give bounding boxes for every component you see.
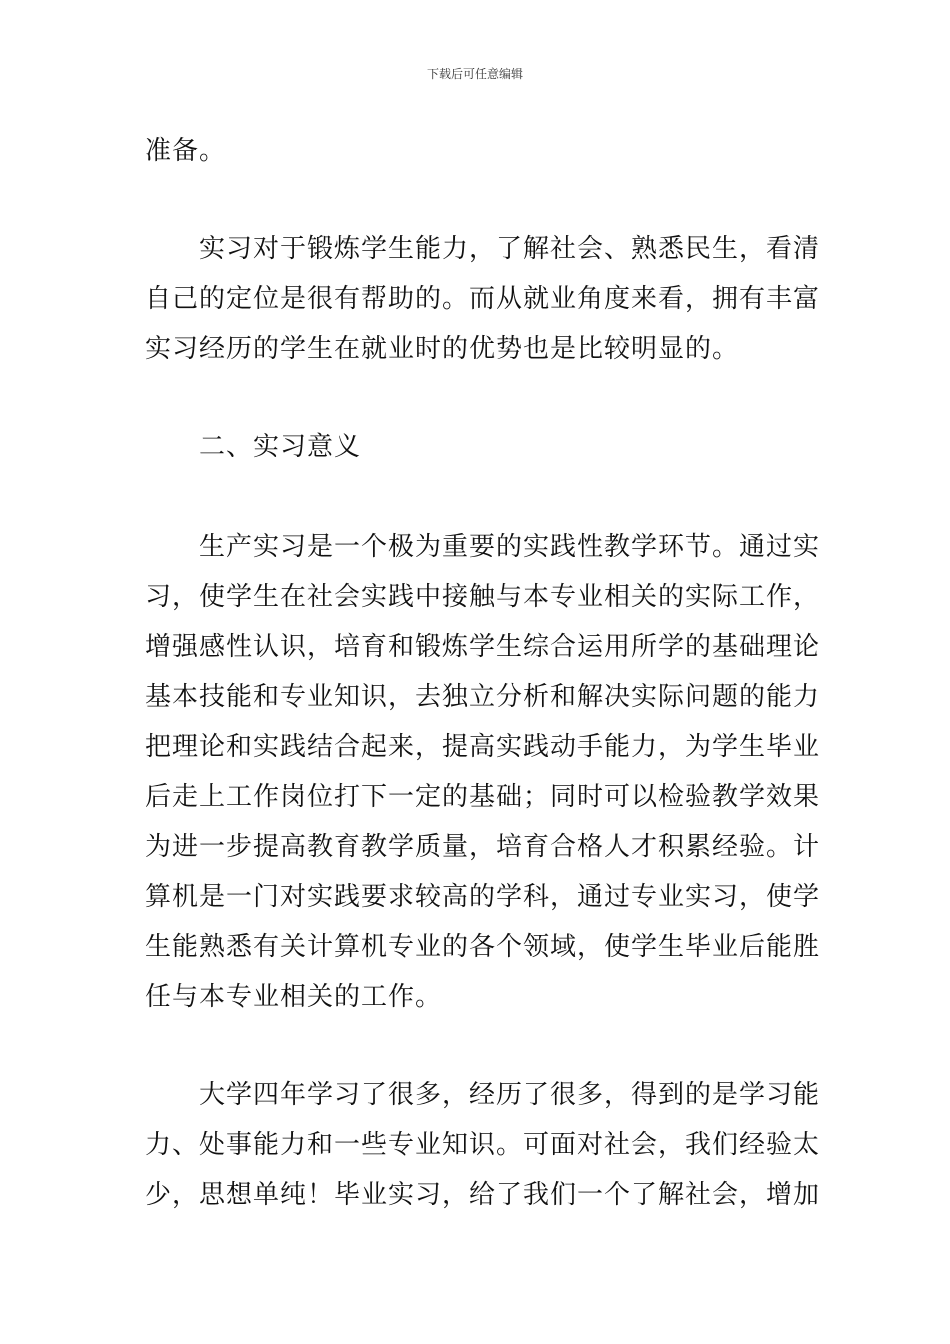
text-line: 增强感性认识，培育和锻炼学生综合运用所学的基础理论 — [145, 632, 821, 662]
text-line: 后走上工作岗位打下一定的基础；同时可以检验教学效果 — [145, 782, 821, 812]
text-line: 任与本专业相关的工作。 — [145, 982, 443, 1012]
text-line: 把理论和实践结合起来，提高实践动手能力，为学生毕业 — [145, 732, 821, 762]
text-line: 自己的定位是很有帮助的。而从就业角度来看，拥有丰富 — [145, 284, 821, 314]
section-heading — [145, 422, 810, 472]
heading-text: 二、实习意义 — [199, 432, 362, 462]
text-line: 实习对于锻炼学生能力，了解社会、熟悉民生，看清 — [199, 234, 821, 264]
text-line: 基本技能和专业知识，去独立分析和解决实际问题的能力 — [145, 682, 821, 712]
paragraph-continuation — [145, 126, 810, 176]
text-line: 准备。 — [145, 136, 227, 166]
page-header: 下载后可任意编辑 — [426, 67, 523, 81]
text-line: 实习经历的学生在就业时的优势也是比较明显的。 — [145, 334, 740, 364]
paragraph-university-years — [145, 1070, 821, 1220]
paragraph-internship-benefits — [145, 224, 821, 374]
text-line: 大学四年学习了很多，经历了很多，得到的是学习能 — [199, 1080, 821, 1110]
text-line: 生能熟悉有关计算机专业的各个领域，使学生毕业后能胜 — [145, 932, 821, 962]
text-line: 算机是一门对实践要求较高的学科，通过专业实习，使学 — [145, 882, 821, 912]
text-line: 少，思想单纯！毕业实习，给了我们一个了解社会，增加 — [145, 1180, 821, 1210]
paragraph-internship-significance — [145, 522, 821, 1022]
text-line: 生产实习是一个极为重要的实践性教学环节。通过实 — [199, 532, 821, 562]
text-line: 习，使学生在社会实践中接触与本专业相关的实际工作， — [145, 582, 821, 612]
text-line: 力、处事能力和一些专业知识。可面对社会，我们经验太 — [145, 1130, 821, 1160]
text-line: 为进一步提高教育教学质量，培育合格人才积累经验。计 — [145, 832, 821, 862]
